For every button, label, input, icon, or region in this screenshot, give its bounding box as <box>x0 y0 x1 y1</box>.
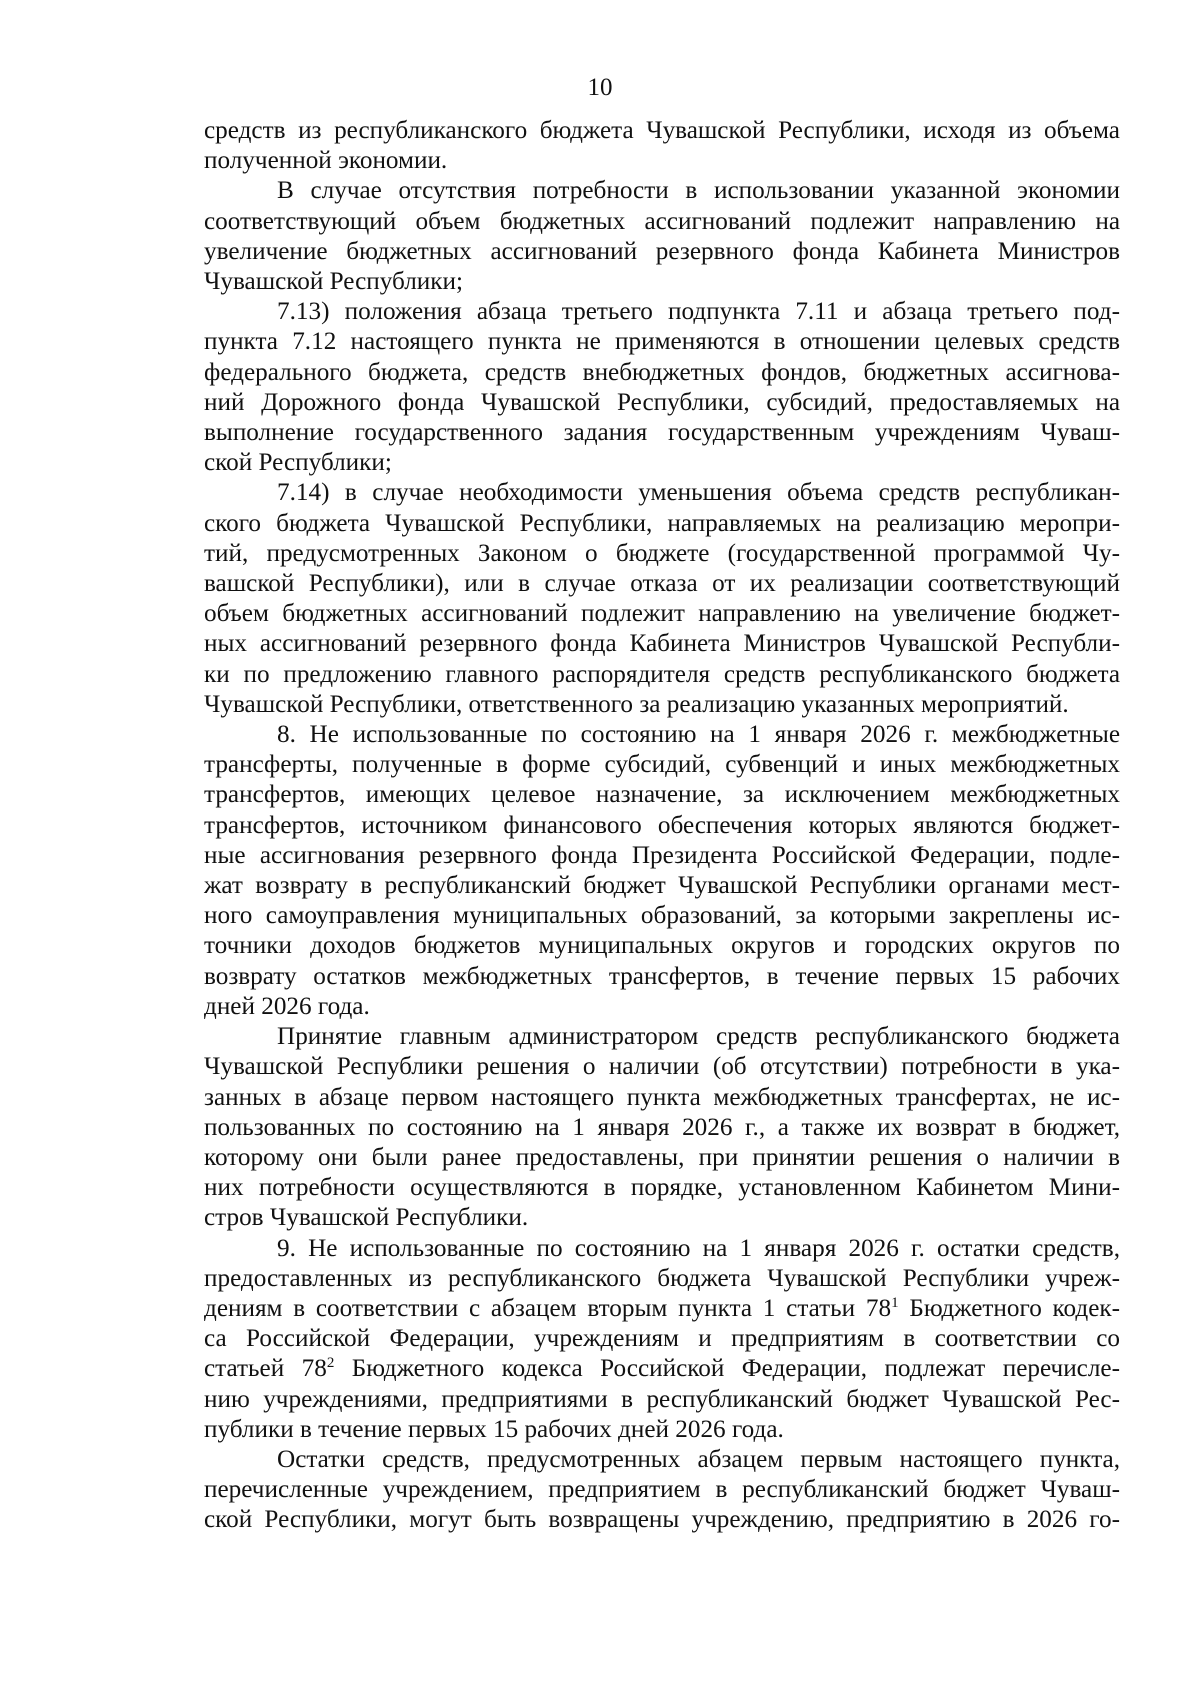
text-line: Чувашской Республики решения о наличии (об отсутствии) потребности в ука- <box>204 1053 1120 1081</box>
text-line: объем бюджетных ассигнований подлежит направлению на увеличение бюджет- <box>204 600 1120 628</box>
text-line: выполнение государственного задания государственным учреждениям Чуваш- <box>204 419 1120 447</box>
text-line: Остатки средств, предусмотренных абзацем первым настоящего пункта, <box>277 1445 1120 1473</box>
text-line: 7.14) в случае необходимости уменьшения объема средств республикан- <box>277 479 1120 507</box>
text-line: стров Чувашской Республики. <box>204 1204 529 1232</box>
text-line: ского бюджета Чувашской Республики, направляемых на реализацию меропри- <box>204 509 1120 537</box>
text-line: публики в течение первых 15 рабочих дней 2026 года. <box>204 1415 784 1443</box>
text-line: трансферты, полученные в форме субсидий, субвенций и иных межбюджетных <box>204 751 1120 779</box>
text-line: дней 2026 года. <box>204 992 370 1020</box>
text-line: Принятие главным администратором средств республиканского бюджета <box>277 1023 1120 1051</box>
text-line: ской Республики; <box>204 449 392 477</box>
text-line: возврату остатков межбюджетных трансфертов, в течение первых 15 рабочих <box>204 962 1120 990</box>
page-number: 10 <box>587 74 613 101</box>
text-line: 9. Не использованные по состоянию на 1 января 2026 г. остатки средств, <box>277 1234 1120 1262</box>
text-line: ки по предложению главного распорядителя средств республиканского бюджета <box>204 660 1120 688</box>
text-line: В случае отсутствия потребности в использовании указанной экономии <box>277 177 1120 205</box>
text-line: федерального бюджета, средств внебюджетных фондов, бюджетных ассигнова- <box>204 358 1120 386</box>
text-line: ской Республики, могут быть возвращены учреждению, предприятию в 2026 го- <box>204 1506 1120 1534</box>
text-line: са Российской Федерации, учреждениям и предприятиям в соответствии со <box>204 1325 1120 1353</box>
text-line: ные ассигнования резервного фонда Президента Российской Федерации, подле- <box>204 841 1120 869</box>
text-line: ных ассигнований резервного фонда Кабинета Министров Чувашской Республи- <box>204 630 1120 658</box>
text-line: трансфертов, имеющих целевое назначение, за исключением межбюджетных <box>204 781 1120 809</box>
text-line: ний Дорожного фонда Чувашской Республики, субсидий, предоставляемых на <box>204 388 1120 416</box>
text-line: Чувашской Республики; <box>204 268 463 296</box>
text-line: соответствующий объем бюджетных ассигнований подлежит направлению на <box>204 207 1120 235</box>
text-line: пользованных по состоянию на 1 января 2026 г., а также их возврат в бюджет, <box>204 1113 1120 1141</box>
text-line: которому они были ранее предоставлены, при принятии решения о наличии в <box>204 1143 1120 1171</box>
text-line: Чувашской Республики, ответственного за реализацию указанных мероприятий. <box>204 690 1069 718</box>
text-line: нию учреждениями, предприятиями в республиканский бюджет Чувашской Рес- <box>204 1385 1120 1413</box>
text-line: статьей $78^2$ Бюджетного кодекса Российской Федерации, подлежат перечисле- <box>204 1355 1120 1383</box>
text-line: тий, предусмотренных Законом о бюджете (государственной программой Чу- <box>204 539 1120 567</box>
text-line: полученной экономии. <box>204 147 448 175</box>
text-line: дениям в соответствии с абзацем вторым пункта 1 статьи $78^1$ Бюджетного кодек- <box>204 1294 1121 1322</box>
paragraph <box>204 720 1120 1022</box>
paragraph <box>204 1445 1120 1536</box>
text-line: увеличение бюджетных ассигнований резервного фонда Кабинета Министров <box>204 237 1120 265</box>
text-line: предоставленных из республиканского бюджета Чувашской Республики учреж- <box>204 1264 1120 1292</box>
text-line: них потребности осуществляются в порядке, установленном Кабинетом Мини- <box>204 1174 1120 1202</box>
text-line: точники доходов бюджетов муниципальных округов и городских округов по <box>204 932 1120 960</box>
text-line: 8. Не использованные по состоянию на 1 января 2026 г. межбюджетные <box>277 721 1120 749</box>
text-line: перечисленные учреждением, предприятием в республиканский бюджет Чуваш- <box>204 1476 1120 1504</box>
paragraph <box>204 116 1120 176</box>
text-line: занных в абзаце первом настоящего пункта межбюджетных трансфертах, не ис- <box>204 1083 1120 1111</box>
text-line: ного самоуправления муниципальных образований, за которыми закреплены ис- <box>204 902 1120 930</box>
text-line: жат возврату в республиканский бюджет Чувашской Республики органами мест- <box>204 872 1120 900</box>
paragraph <box>204 1234 1120 1445</box>
paragraph <box>204 297 1120 478</box>
paragraph <box>204 1022 1120 1233</box>
text-line: трансфертов, источником финансового обеспечения которых являются бюджет- <box>204 811 1120 839</box>
document-body <box>204 116 1120 1536</box>
paragraph <box>204 478 1120 720</box>
text-line: пункта 7.12 настоящего пункта не применяются в отношении целевых средств <box>204 328 1120 356</box>
text-line: 7.13) положения абзаца третьего подпункта 7.11 и абзаца третьего под- <box>277 298 1120 326</box>
text-line: вашской Республики), или в случае отказа от их реализации соответствующий <box>204 570 1120 598</box>
paragraph <box>204 176 1120 297</box>
text-line: средств из республиканского бюджета Чувашской Республики, исходя из объема <box>204 117 1120 144</box>
